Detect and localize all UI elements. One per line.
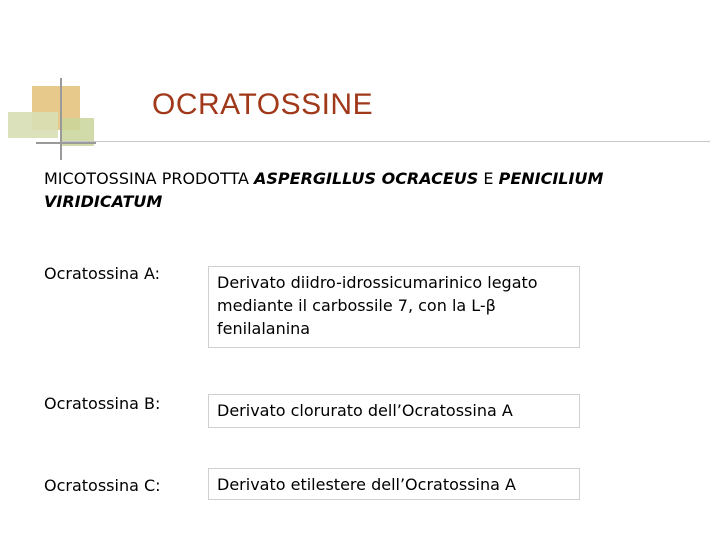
organism-aspergillus: ASPERGILLUS OCRACEUS xyxy=(254,169,479,188)
decorative-vertical-line xyxy=(60,78,62,160)
decorative-horizontal-line xyxy=(36,142,96,144)
entry-description-c: Derivato etilestere dell’Ocratossina A xyxy=(208,468,580,500)
intro-connector: E xyxy=(478,169,499,188)
entry-label-a: Ocratossina A: xyxy=(44,264,161,283)
title-underline xyxy=(62,141,710,142)
decorative-green-square xyxy=(8,112,58,138)
organism-penicilium: PENICILIUM VIRIDICATUM xyxy=(44,169,604,211)
entry-description-a: Derivato diidro-idrossicumarinico legato mediante il carbossile 7, con la L-β fenilalanina xyxy=(208,266,580,348)
intro-prefix: MICOTOSSINA PRODOTTA xyxy=(44,169,255,188)
entry-description-b: Derivato clorurato dell’Ocratossina A xyxy=(208,394,580,428)
slide-title: OCRATOSSINE xyxy=(152,88,374,121)
intro-text xyxy=(44,167,704,213)
entry-label-b: Ocratossina B: xyxy=(44,394,161,413)
entry-label-c: Ocratossina C: xyxy=(44,476,161,495)
